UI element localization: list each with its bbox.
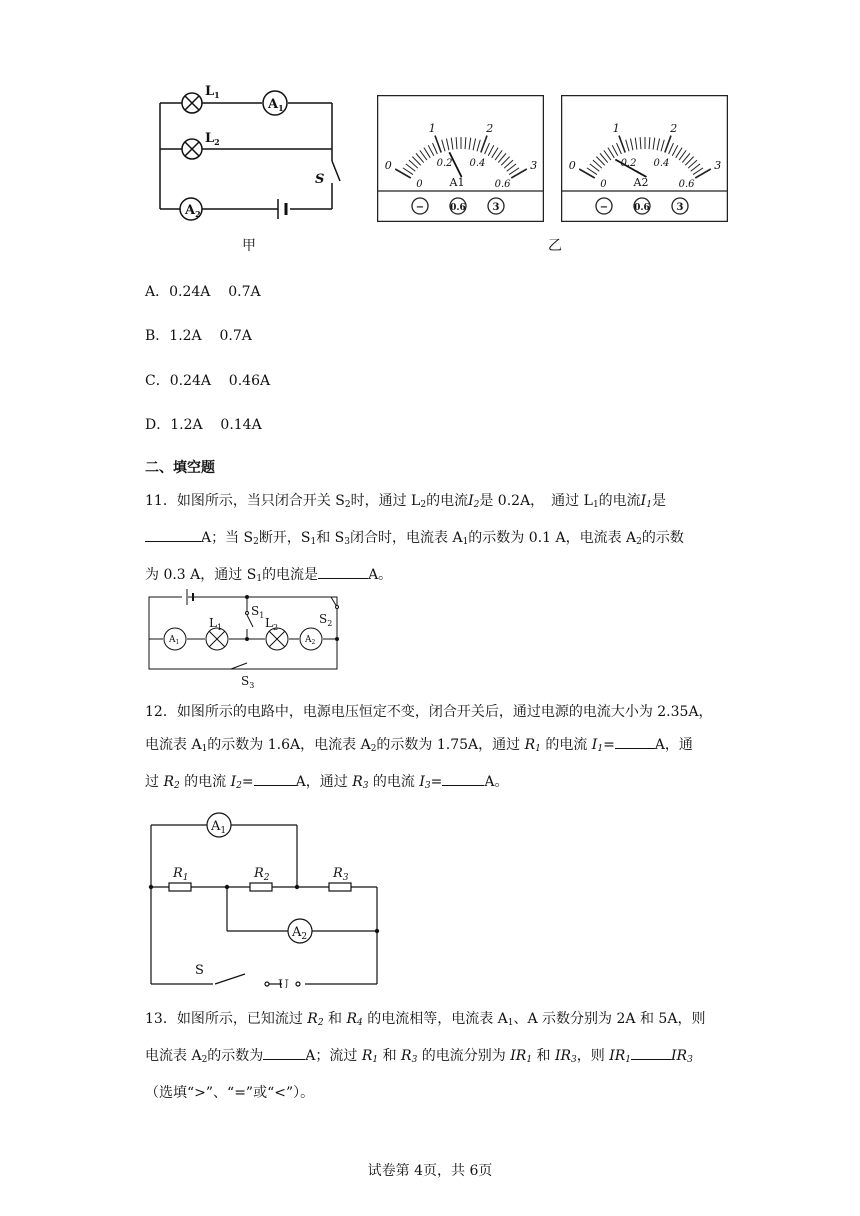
svg-text:S1: $S_1$ [251, 604, 265, 620]
circuit-diagram-q11 [145, 585, 345, 690]
label-switch-S: S [315, 172, 325, 187]
ammeter-A2-face [561, 95, 728, 222]
answer-blank-11a[interactable] [145, 527, 201, 542]
caption-yi: 乙 [548, 238, 562, 254]
meter-scale-label-top: 2 [670, 122, 678, 136]
answer-blank-12c[interactable] [442, 771, 484, 786]
option-b[interactable]: B．1.2A 0.7A [145, 328, 252, 344]
answer-blank-13b[interactable] [631, 1045, 671, 1060]
svg-text:U: U [278, 978, 289, 988]
svg-text:A1: $A_1$ [169, 635, 180, 646]
meter-scale-label-top: 0 [384, 159, 392, 172]
svg-text:L2: $L_2$ [265, 616, 279, 632]
meter-scale-label-bottom: 0.4 [469, 157, 486, 169]
option-d[interactable]: D．1.2A 0.14A [145, 417, 262, 433]
label-L1: $L_1$ [205, 85, 220, 100]
svg-text:A2: $A_2$ [292, 925, 308, 942]
meter-scale-label-top: 0 [568, 159, 576, 172]
meter-scale-label-bottom: 0.6 [678, 179, 695, 190]
answer-blank-12b[interactable] [254, 771, 296, 786]
meter-scale-label-bottom: 0.6 [494, 179, 511, 190]
answer-blank-11b[interactable] [318, 564, 368, 579]
question-13: 13．如图所示，已知流过 $R_2$ 和 $R_4$ 的电流相等，电流表 $A_1$、A 示数分别为 2A 和 5A，则 电流表 $A_2$的示数为 A；流过 $R_1$ 和 $R_3$ 的电流分别为 $IR_1$ 和 $IR_3$，则 $IR_1$ $IR_3$ （选填“>”、“=”或“<”）。 [145, 1011, 706, 1101]
meter-scale-label-bottom: 0.4 [653, 157, 670, 169]
svg-text:S3: $S_3$ [241, 674, 255, 690]
svg-text:A1: $A_1$ [211, 819, 227, 836]
meter-label: A1 [449, 176, 465, 189]
meter-terminal-label: 0.6 [634, 203, 650, 213]
label-L2: $L_2$ [205, 131, 220, 147]
circuit-diagram-jia [150, 85, 350, 225]
meter-terminal-label: − [599, 202, 609, 213]
meter-label: A2 [633, 176, 649, 189]
meter-scale-label-bottom: 0 [416, 179, 423, 190]
svg-text:S2: $S_2$ [319, 612, 333, 628]
question-12: 12．如图所示的电路中，电源电压恒定不变，闭合开关后，通过电源的电流大小为 2.35A， 电流表 $A_1$的示数为 1.6A，电流表 $A_2$的示数为 1.75A，通过 $R_1$ 的电流 $I_1= A$，通 过 $R_2$ 的电流 $I_2= A$，通过 $R_3$ 的电流 $I_3= A$。 [145, 704, 713, 791]
answer-blank-12a[interactable] [615, 734, 655, 749]
meter-scale-label-bottom: 0 [600, 179, 607, 190]
meter-scale-label-top: 3 [714, 159, 722, 172]
option-a[interactable]: A．0.24A 0.7A [145, 284, 261, 300]
label-A1: $A_1$ [268, 97, 284, 113]
meter-terminal-label: 0.6 [450, 203, 466, 213]
question-11: 11．如图所示，当只闭合开关 $S_2$时，通过 $L_2$的电流$I_2$是 0.2A， 通过 $L_1$的电流$I_1$是 A；当 $S_2$断开，$S_1$和 $S_3$闭合时，电流表 $A_1$的示数为 0.1 A，电流表 $A_2$的示数 为 0.3 A，通过 $S_1$的电流是 A。 [145, 493, 684, 584]
meter-scale-label-bottom: 0.2 [436, 157, 453, 169]
ammeter-A1-face [377, 95, 544, 222]
svg-text:A2: $A_2$ [305, 635, 316, 646]
svg-text:R1: $R_1$ [173, 866, 189, 883]
section-title: 二、填空题 [145, 460, 215, 476]
svg-text:R3: $R_3$ [333, 866, 349, 883]
meter-scale-label-top: 3 [530, 159, 538, 172]
option-c[interactable]: C．0.24A 0.46A [145, 373, 271, 389]
caption-jia: 甲 [242, 238, 256, 254]
meter-scale-label-bottom: 0.2 [620, 157, 637, 169]
label-A2: $A_2$ [185, 203, 201, 219]
meter-scale-label-top: 1 [428, 122, 436, 136]
circuit-diagram-q12 [145, 808, 385, 988]
meter-scale-label-top: 1 [612, 122, 620, 136]
meter-terminal-label: 3 [492, 202, 500, 213]
meter-scale-label-top: 2 [486, 122, 494, 136]
page-footer: 试卷第 4页，共 6页 [367, 1163, 493, 1179]
svg-text:R2: $R_2$ [254, 866, 270, 883]
svg-text:S: S [195, 963, 204, 978]
meter-terminal-label: − [415, 202, 425, 213]
svg-text:L1: $L_1$ [209, 616, 223, 632]
answer-blank-13a[interactable] [263, 1045, 305, 1060]
meter-terminal-label: 3 [676, 202, 684, 213]
